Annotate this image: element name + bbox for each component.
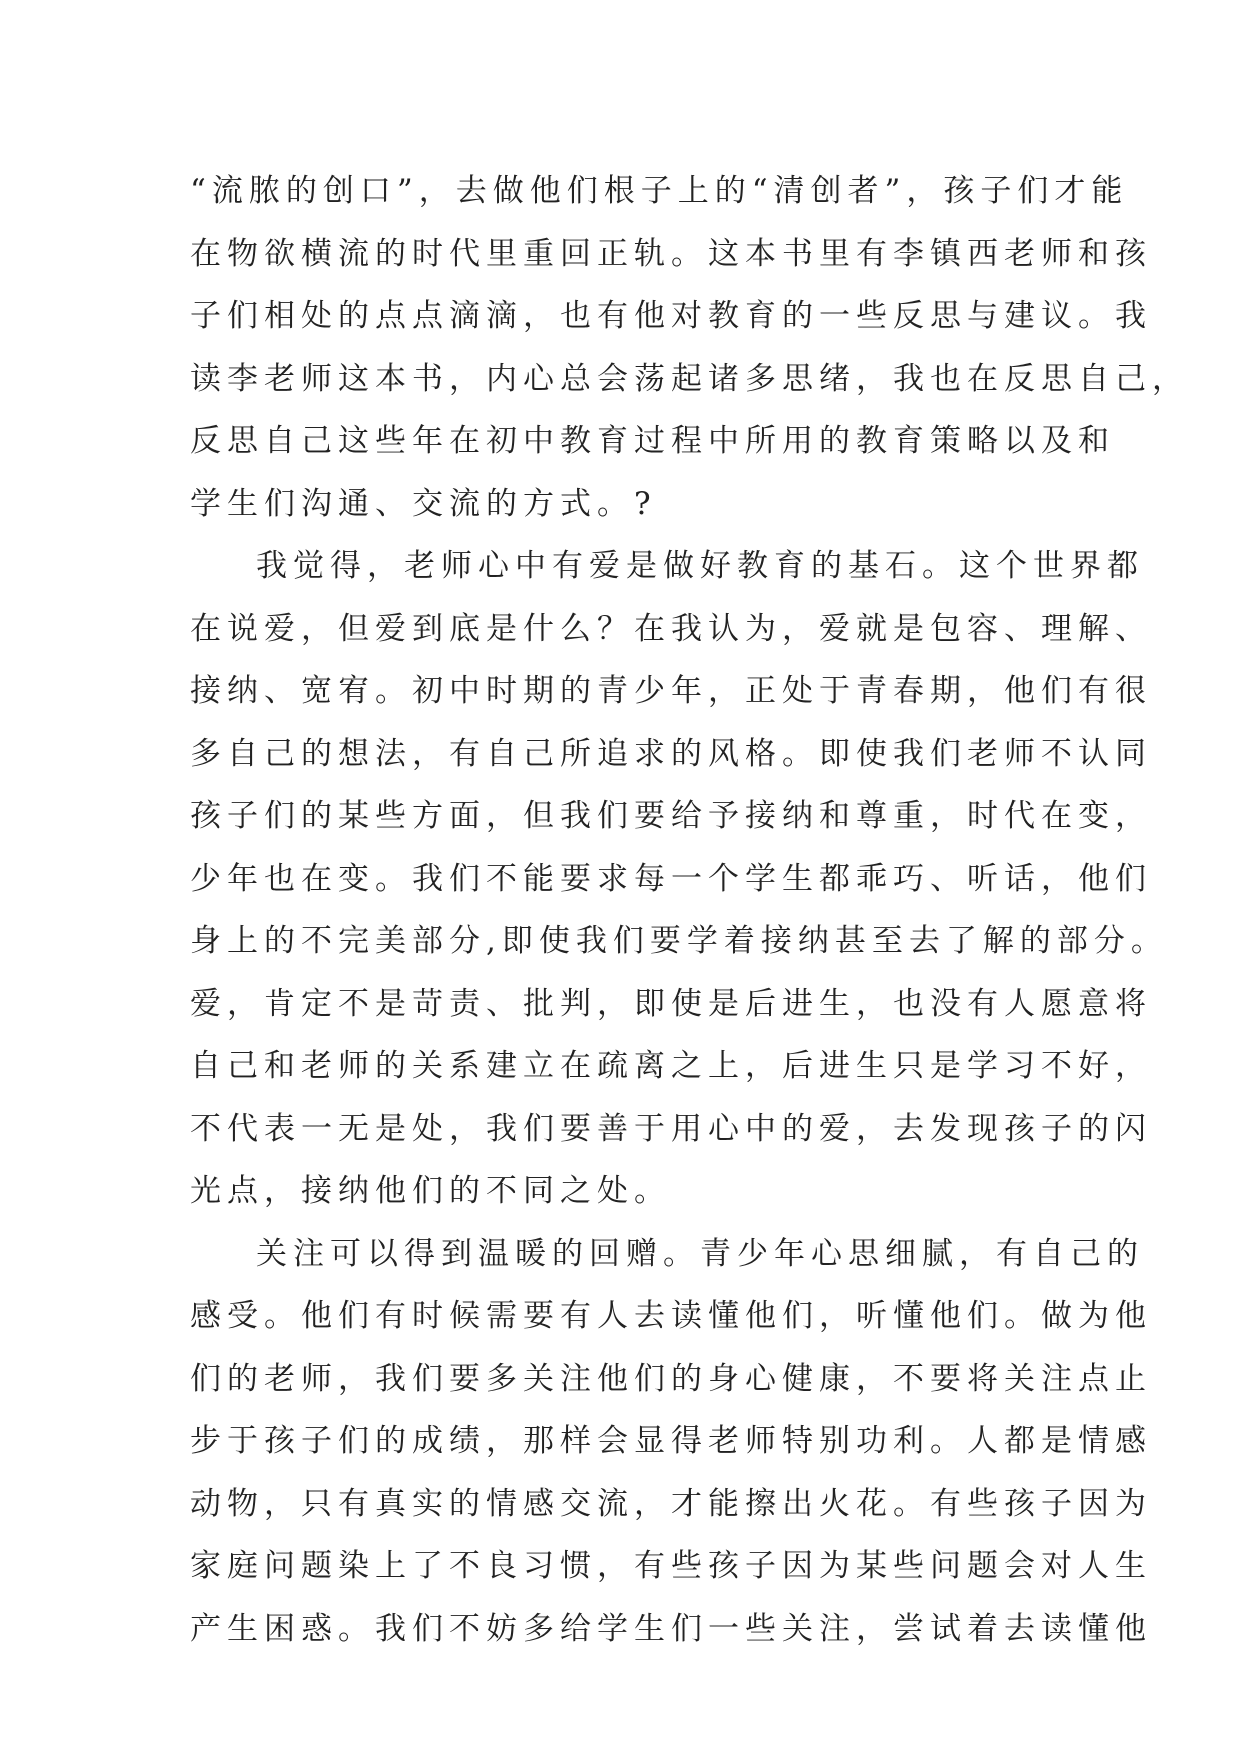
text-line: 步于孩子们的成绩，那样会显得老师特别功利。人都是情感	[190, 1423, 1152, 1459]
paragraph-first-line: 关注可以得到温暖的回赠。青少年心思细腻，有自己的	[256, 1235, 1144, 1272]
text-line: 感受。他们有时候需要有人去读懂他们，听懂他们。做为他	[190, 1298, 1152, 1334]
text-line: 光点，接纳他们的不同之处。	[190, 1173, 671, 1209]
text-line: 孩子们的某些方面，但我们要给予接纳和尊重，时代在变，	[190, 798, 1152, 834]
text-line: 反思自己这些年在初中教育过程中所用的教育策略以及和	[190, 423, 1115, 459]
text-line: 子们相处的点点滴滴，也有他对教育的一些反思与建议。我	[190, 298, 1152, 334]
text-line: 身上的不完美部分,即使我们要学着接纳甚至去了解的部分。	[190, 923, 1168, 959]
body-text	[190, 160, 1189, 1660]
text-line: 接纳、宽宥。初中时期的青少年，正处于青春期，他们有很	[190, 673, 1152, 709]
text-line: 动物，只有真实的情感交流，才能擦出火花。有些孩子因为	[190, 1485, 1152, 1522]
text-line: 自己和老师的关系建立在疏离之上，后进生只是学习不好，	[190, 1048, 1152, 1084]
text-line: 家庭问题染上了不良习惯，有些孩子因为某些问题会对人生	[190, 1548, 1152, 1584]
paragraph-first-line: 我觉得，老师心中有爱是做好教育的基石。这个世界都	[256, 548, 1144, 584]
text-line: 们的老师，我们要多关注他们的身心健康，不要将关注点止	[190, 1360, 1152, 1397]
text-line: 在说爱，但爱到底是什么？在我认为，爱就是包容、理解、	[190, 610, 1152, 647]
text-line: 在物欲横流的时代里重回正轨。这本书里有李镇西老师和孩	[190, 235, 1152, 272]
text-line: 少年也在变。我们不能要求每一个学生都乖巧、听话，他们	[190, 860, 1152, 897]
text-line: 学生们沟通、交流的方式。?	[190, 485, 657, 522]
text-line: 产生困惑。我们不妨多给学生们一些关注，尝试着去读懂他	[190, 1610, 1152, 1647]
text-line: 多自己的想法，有自己所追求的风格。即使我们老师不认同	[190, 735, 1152, 772]
text-line: 爱，肯定不是苛责、批判，即使是后进生，也没有人愿意将	[190, 985, 1152, 1022]
text-line: 读李老师这本书，内心总会荡起诸多思绪，我也在反思自己，	[190, 360, 1189, 397]
text-line: 不代表一无是处，我们要善于用心中的爱，去发现孩子的闪	[190, 1110, 1152, 1147]
text-line: “流脓的创口”，去做他们根子上的“清创者”，孩子们才能	[190, 173, 1129, 209]
